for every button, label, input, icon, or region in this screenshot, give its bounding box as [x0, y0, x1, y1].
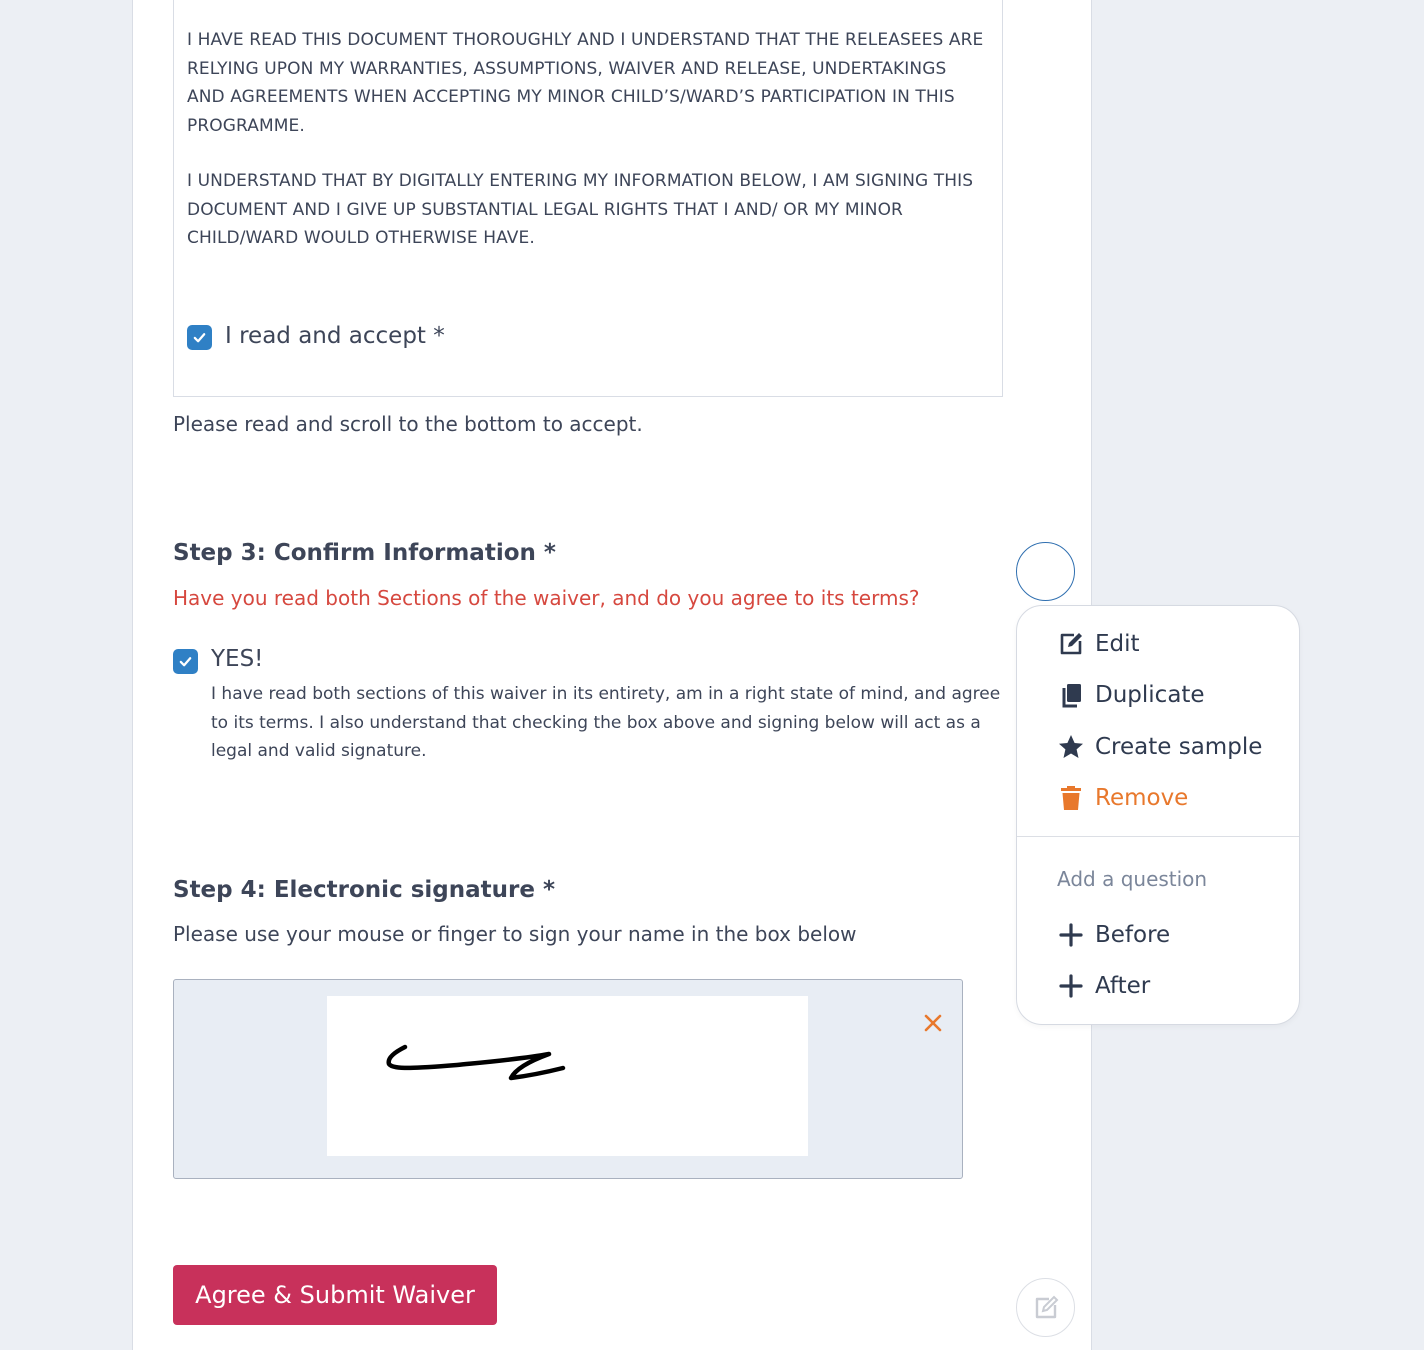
confirm-question: Have you read both Sections of the waiver, and do you agree to its terms?	[173, 586, 920, 610]
menu-item-add-before[interactable]	[1057, 918, 1170, 952]
edit-icon	[1031, 1293, 1061, 1323]
menu-item-label: Before	[1095, 922, 1171, 948]
checkmark-icon	[178, 654, 193, 669]
menu-item-add-after[interactable]	[1057, 969, 1150, 1003]
menu-item-label: Create sample	[1095, 734, 1263, 760]
signature-help: Please use your mouse or finger to sign your name in the box below	[173, 922, 857, 946]
edit-icon	[1057, 630, 1085, 658]
step3-title: Step 3: Confirm Information *	[173, 540, 556, 566]
plus-icon	[1057, 972, 1085, 1000]
document-paragraph: I UNDERSTAND THAT BY DIGITALLY ENTERING MY INFORMATION BELOW, I AM SIGNING THIS DOCUMENT AND I GIVE UP SUBSTANTIAL LEGAL RIGHTS THAT I AND/ OR MY MINOR CHILD/WARD WOULD OTHERWISE HAVE.	[187, 171, 974, 248]
menu-item-create-sample[interactable]	[1057, 730, 1262, 764]
yes-description: I have read both sections of this waiver in its entirety, am in a right state of mind, and agree to its terms. I also understand that checking the box above and signing below will act as a legal and valid signature.	[211, 684, 1001, 761]
signature-drawing	[327, 996, 808, 1156]
waiver-document-scrollbox[interactable]	[173, 0, 1003, 397]
menu-item-label: Remove	[1095, 785, 1189, 811]
step4-title: Step 4: Electronic signature *	[173, 877, 555, 903]
menu-item-label: After	[1095, 973, 1151, 999]
clear-signature-icon[interactable]	[922, 1012, 944, 1034]
checkmark-icon	[192, 330, 207, 345]
question-menu-toggle[interactable]	[1016, 542, 1075, 601]
menu-item-edit[interactable]	[1057, 627, 1140, 661]
menu-divider	[1017, 836, 1299, 837]
menu-item-label: Edit	[1095, 631, 1140, 657]
document-paragraph: I HAVE READ THIS DOCUMENT THOROUGHLY AND I UNDERSTAND THAT THE RELEASEES ARE RELYING UPON MY WARRANTIES, ASSUMPTIONS, WAIVER AND RELEASE, UNDERTAKINGS AND AGREEMENTS WHEN ACCEPTING MY MINOR CHILD’S/WARD’S PARTICIPATION IN THIS PROGRAMME.	[187, 30, 984, 136]
signature-area	[173, 979, 963, 1179]
accept-label: I read and accept *	[225, 323, 445, 349]
scroll-hint: Please read and scroll to the bottom to accept.	[173, 412, 643, 436]
yes-label[interactable]: YES!	[211, 646, 264, 672]
submit-waiver-button[interactable]: Agree & Submit Waiver	[173, 1265, 497, 1325]
accept-checkbox[interactable]	[187, 325, 212, 350]
plus-icon	[1057, 921, 1085, 949]
edit-question-button[interactable]	[1016, 1278, 1075, 1337]
form-page	[132, 0, 1092, 1350]
menu-item-remove[interactable]	[1057, 781, 1188, 815]
signature-canvas[interactable]	[327, 996, 808, 1156]
yes-checkbox[interactable]	[173, 649, 198, 674]
star-icon	[1057, 733, 1085, 761]
duplicate-icon	[1057, 681, 1085, 709]
menu-item-duplicate[interactable]	[1057, 678, 1205, 712]
menu-item-label: Duplicate	[1095, 682, 1205, 708]
trash-icon	[1057, 784, 1085, 812]
add-question-heading: Add a question	[1057, 867, 1208, 891]
question-context-menu	[1016, 605, 1300, 1025]
